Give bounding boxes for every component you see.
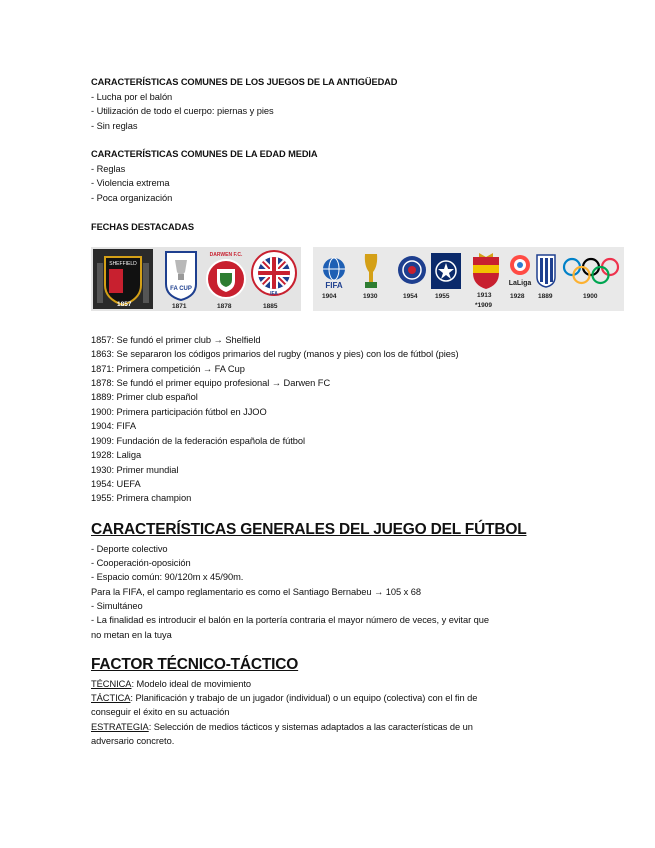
olympic-rings-icon [562,257,620,285]
def-estrategia: : Selección de medios tácticos y sistemas adaptados a las características de un [148,722,473,732]
term-estrategia: ESTRATEGIA [91,722,149,732]
def-tactica-cont: conseguir el éxito en su actuación [91,707,230,717]
fa-cup-icon [163,250,199,302]
date-item: 1904: FIFA [91,421,136,431]
def-tecnica: : Modelo ideal de movimiento [131,679,251,689]
list-item: - Violencia extrema [91,178,170,188]
definition-estrategia [91,722,473,732]
list-item: - Reglas [91,164,126,174]
date-item: 1889: Primer club español [91,392,198,402]
list-item: - Espacio común: 90/120m x 45/90m. [91,572,244,582]
def-tactica: : Planificación y trabajo de un jugador (individual) o un equipo (colectiva) con el fin de [130,693,478,703]
history-image-right [313,247,624,311]
laliga-logo-text: LaLiga [508,280,532,287]
year-label: 1913 [477,292,492,299]
list-item: no metan en la tuya [91,630,172,640]
heading-antiguedad: CARACTERÍSTICAS COMUNES DE LOS JUEGOS DE LA ANTIGÜEDAD [91,77,398,87]
definition-tactica [91,693,477,703]
champions-league-icon [431,253,461,289]
year-label: 1928 [510,293,525,300]
rfef-crest-icon [469,251,503,291]
recreativo-huelva-crest-icon [535,253,557,289]
def-estrategia-cont: adversario concreto. [91,736,175,746]
laliga-logo-icon [505,253,535,291]
heading-edad-media: CARACTERÍSTICAS COMUNES DE LA EDAD MEDIA [91,149,318,159]
fifa-logo-text: FIFA [325,281,343,289]
year-label: 1889 [538,293,553,300]
list-item: - Poca organización [91,193,173,203]
sheffield-logo-text: SHEFFIELD [109,261,137,267]
date-item: 1863: Se separaron los códigos primarios del rugby (manos y pies) con los de fútbol (pies) [91,349,459,359]
fifa-globe-icon [317,255,351,289]
term-tecnica: TÉCNICA [91,679,132,689]
list-item: - Cooperación-oposición [91,558,191,568]
list-item: - Deporte colectivo [91,544,168,554]
year-label: 1885 [263,303,278,310]
list-item: - Simultáneo [91,601,143,611]
heading-generales: CARACTERÍSTICAS GENERALES DEL JUEGO DEL FÚTBOL [91,521,527,538]
definition-tecnica [91,679,251,689]
list-item: - Sin reglas [91,121,138,131]
list-item: - Utilización de todo el cuerpo: piernas y pies [91,106,274,116]
year-label: 1871 [172,303,187,310]
ifa-badge-icon [251,249,297,299]
list-item: - La finalidad es introducir el balón en la portería contraria el mayor número de veces, y evitar que [91,615,490,625]
year-label: *1909 [475,302,492,309]
term-tactica: TÁCTICA [91,693,131,703]
date-item: 1878: Se fundó el primer equipo profesional → Darwen FC [91,378,331,388]
date-item: 1900: Primera participación fútbol en JJOO [91,407,267,417]
date-item: 1909: Fundación de la federación española de fútbol [91,436,306,446]
year-label: 1904 [322,293,337,300]
date-item: 1954: UEFA [91,479,141,489]
year-label: 1954 [403,293,418,300]
fa-cup-logo-text: FA CUP [170,286,192,292]
heading-tecnico: FACTOR TÉCNICO-TÁCTICO [91,656,299,673]
date-item: 1928: Laliga [91,450,142,460]
list-item: Para la FIFA, el campo reglamentario es como el Santiago Bernabeu → 105 x 68 [91,587,422,597]
world-cup-trophy-icon [361,252,381,290]
year-label: 1857 [117,301,132,308]
darwen-logo-text: DARWEN F.C. [209,252,243,258]
ifa-logo-text: IFA [270,291,278,297]
date-item: 1871: Primera competición → FA Cup [91,364,245,374]
sheffield-crest-icon [93,249,153,309]
darwen-fc-crest-icon [205,249,247,301]
year-label: 1955 [435,293,450,300]
heading-fechas: FECHAS DESTACADAS [91,222,194,232]
uefa-badge-icon [397,255,427,285]
year-label: 1900 [583,293,598,300]
year-label: 1930 [363,293,378,300]
year-label: 1878 [217,303,232,310]
date-item: 1857: Se fundó el primer club → Shelfield [91,335,261,345]
history-image-left [91,247,301,311]
list-item: - Lucha por el balón [91,92,173,102]
date-item: 1955: Primera champion [91,493,192,503]
date-item: 1930: Primer mundial [91,465,179,475]
